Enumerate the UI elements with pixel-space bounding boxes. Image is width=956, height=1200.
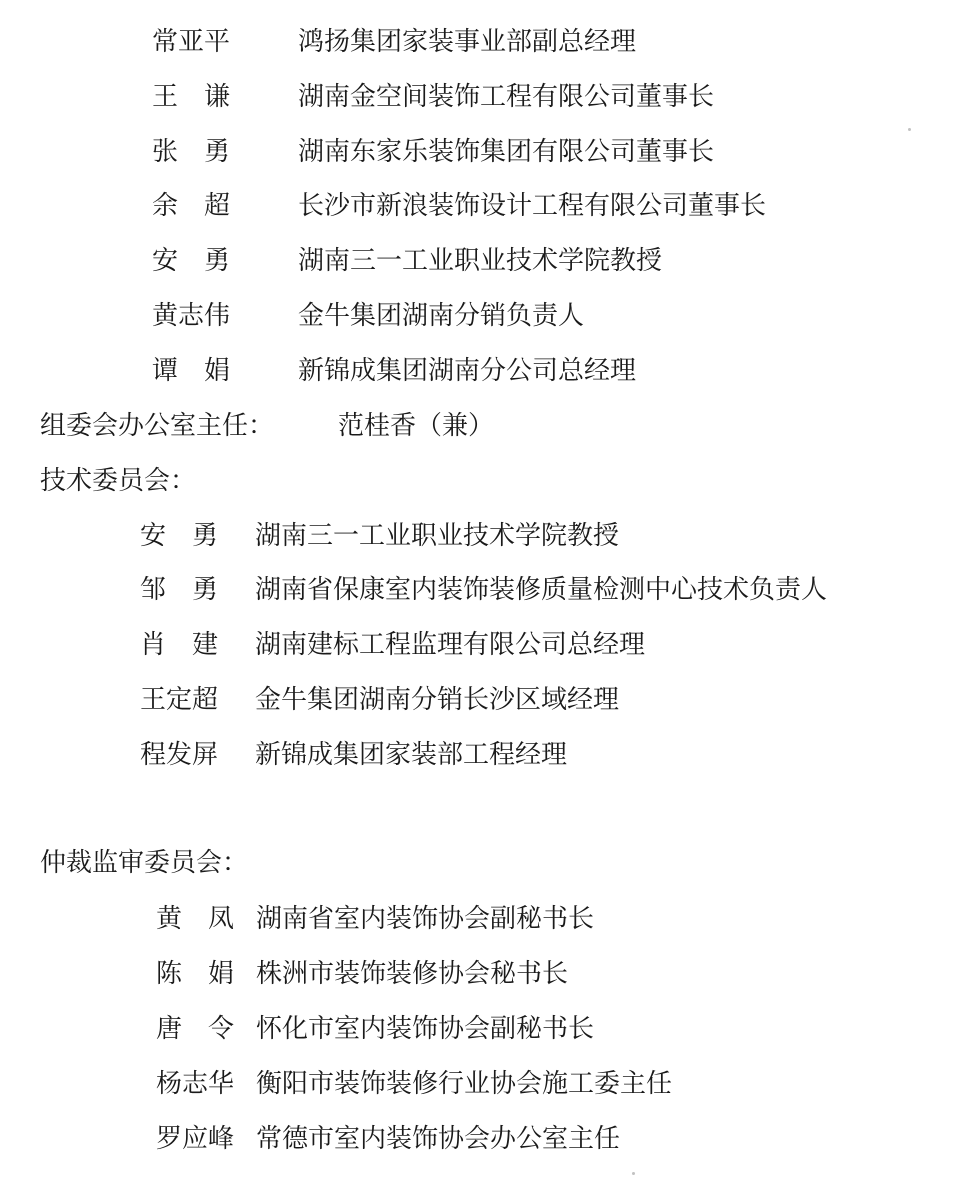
member-name: 程发屏 <box>140 740 219 770</box>
member-name: 邹 勇 <box>140 575 219 605</box>
office-director-label: 组委会办公室主任： <box>40 411 275 441</box>
member-org: 新锦成集团湖南分公司总经理 <box>298 356 637 386</box>
member-name: 张 勇 <box>152 137 231 167</box>
member-org: 衡阳市装饰装修行业协会施工委主任 <box>256 1069 673 1099</box>
member-name: 余 超 <box>152 191 231 221</box>
member-name: 肖 建 <box>140 630 219 660</box>
member-org: 湖南三一工业职业技术学院教授 <box>255 521 620 551</box>
member-org: 湖南建标工程监理有限公司总经理 <box>255 630 646 660</box>
member-org: 湖南三一工业职业技术学院教授 <box>298 246 663 276</box>
member-name: 黄志伟 <box>152 301 231 331</box>
member-name: 唐 令 <box>156 1014 235 1044</box>
member-name: 安 勇 <box>152 246 231 276</box>
tech-committee-label: 技术委员会： <box>40 466 197 496</box>
arbitration-committee-heading <box>40 843 248 883</box>
member-name: 安 勇 <box>140 521 219 551</box>
member-name: 谭 娟 <box>152 356 231 386</box>
member-name: 黄 凤 <box>156 904 235 934</box>
member-name: 王定超 <box>140 685 219 715</box>
member-org: 湖南省室内装饰协会副秘书长 <box>256 904 595 934</box>
member-name: 杨志华 <box>156 1069 235 1099</box>
office-director-line <box>40 406 495 446</box>
tech-committee-heading <box>40 461 196 501</box>
member-org: 金牛集团湖南分销长沙区域经理 <box>255 685 620 715</box>
scan-speck <box>908 128 911 131</box>
member-org: 湖南金空间装饰工程有限公司董事长 <box>298 82 715 112</box>
member-org: 怀化市室内装饰协会副秘书长 <box>256 1014 595 1044</box>
scan-speck <box>632 1172 635 1175</box>
member-org: 湖南东家乐装饰集团有限公司董事长 <box>298 137 715 167</box>
member-name: 王 谦 <box>152 82 231 112</box>
member-name: 陈 娟 <box>156 959 235 989</box>
member-org: 株洲市装饰装修协会秘书长 <box>256 959 569 989</box>
member-org: 鸿扬集团家装事业部副总经理 <box>298 27 637 57</box>
member-org: 长沙市新浪装饰设计工程有限公司董事长 <box>298 191 767 221</box>
member-org: 常德市室内装饰协会办公室主任 <box>256 1124 621 1154</box>
member-org: 新锦成集团家装部工程经理 <box>255 740 568 770</box>
arbitration-committee-label: 仲裁监审委员会： <box>40 848 249 878</box>
member-name: 罗应峰 <box>156 1124 235 1154</box>
member-name: 常亚平 <box>152 27 231 57</box>
member-org: 金牛集团湖南分销负责人 <box>298 301 585 331</box>
member-org: 湖南省保康室内装饰装修质量检测中心技术负责人 <box>255 575 828 605</box>
office-director-value: 范桂香（兼） <box>338 411 495 441</box>
